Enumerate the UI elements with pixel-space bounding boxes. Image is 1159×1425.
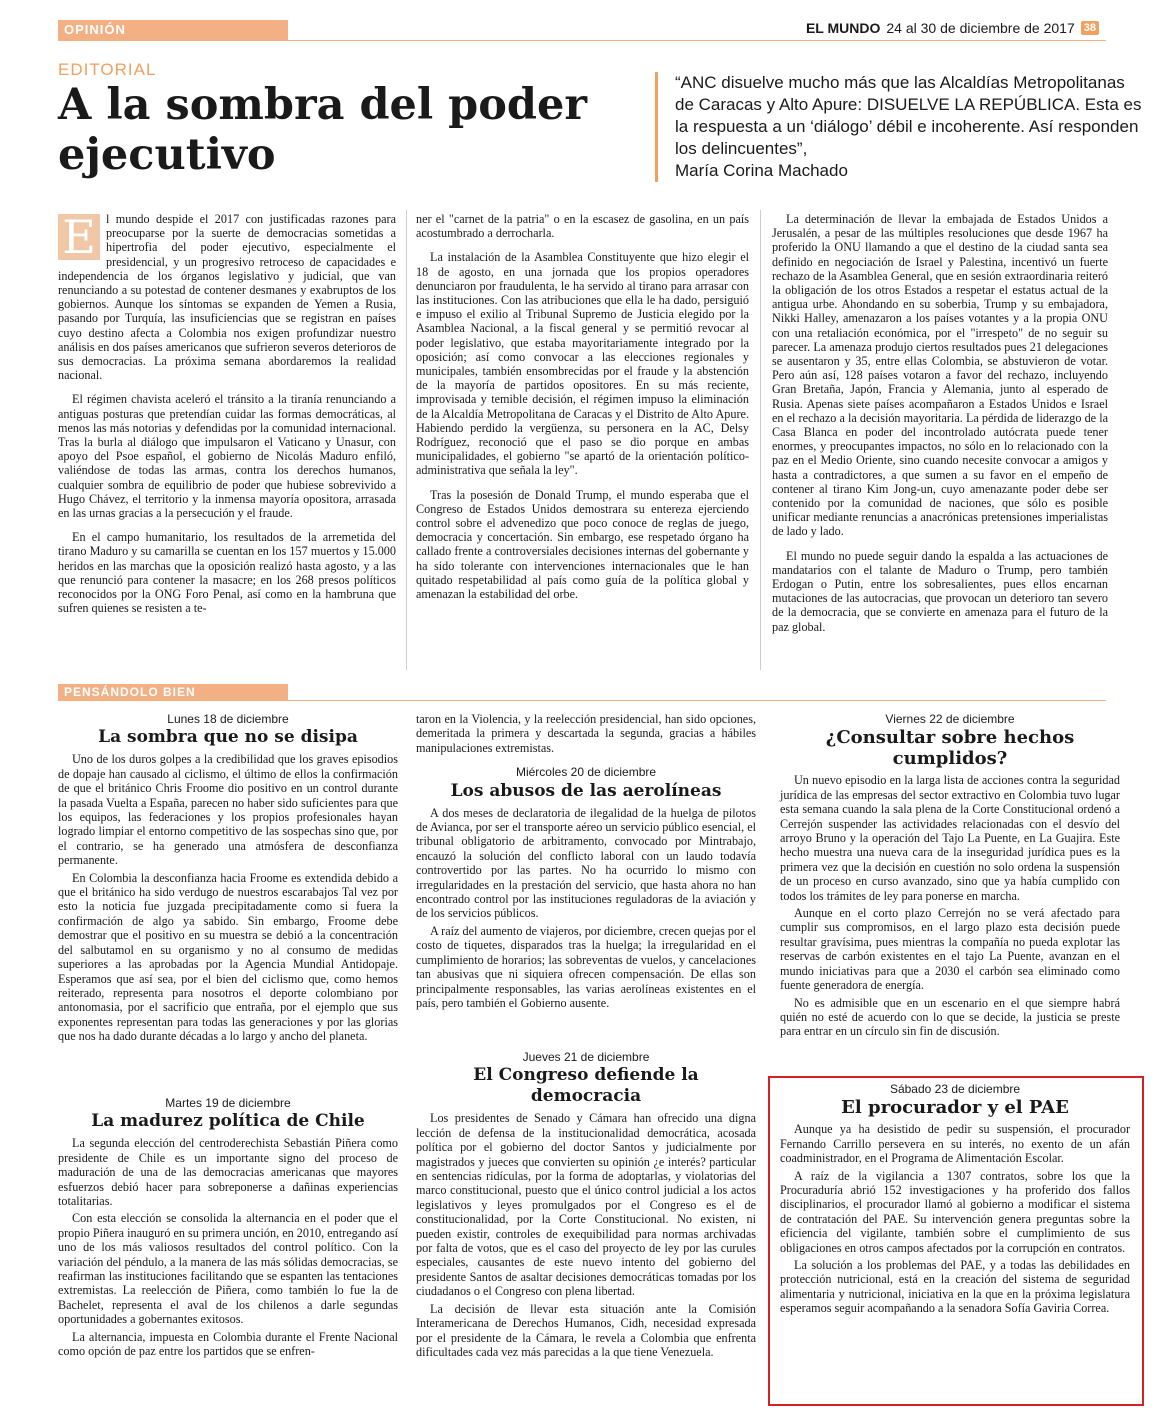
brief-paragraph: A raíz del aumento de viajeros, por diciembre, crecen quejas por el costo de tiquetes, disparados tras la huelga; la irregularidad en el cumplimiento de horarios; las sobreventas de vuelos, y cancelaciones tan abusivas que ni siquiera ofrecen compensación. De ellas son principalmente responsables, las varias aerolíneas existentes en el país, pero también el Gobierno ausente. — [416, 923, 756, 1010]
editorial-paragraph: El régimen chavista aceleró el tránsito a la tiranía renunciando a antiguas posturas que pretendían cuidar las formas democráticas, al menos las más notorias y defendidas por la comunidad internacional. Tras la burla al diálogo que impulsaron el Vaticano y Unasur, con apoyo del Psoe español, el gobierno de Nicolás Maduro enfiló, valiéndose de todas las armas, contra los derechos humanos, cualquier sombra de equilibrio de poder que hubiese sobrevivido a Hugo Chávez, el territorio y la inmensa mayoría opositora, arrasada en las urnas gracias a la persecución y el fraude. — [58, 392, 396, 521]
brief-paragraph: La alternancia, impuesta en Colombia durante el Frente Nacional como opción de paz entre los partidos que se enfren- — [58, 1329, 398, 1359]
section-label: OPINIÓN — [58, 20, 288, 40]
brief-paragraph: La segunda elección del centroderechista Sebastián Piñera como presidente de Chile es un importante signo del proceso de maduración de una de las democracias americanas que mayores esfuerzos debió hacer para sobreponerse a dañinas experiencias totalitarias. — [58, 1136, 398, 1209]
column-divider — [760, 210, 761, 670]
brief-martes — [58, 1096, 398, 1362]
brief-paragraph: No es admisible que en un escenario en el que siempre habrá quién no esté de acuerdo con lo que se decide, la justicia se preste para entrar en un círculo sin fin de discusión. — [780, 995, 1120, 1039]
brief-day: Lunes 18 de diciembre — [167, 712, 289, 726]
brief-paragraph: Con esta elección se consolida la alternancia en el poder que el propio Piñera inauguró en su primera unción, en 2010, entregando así uno de los más valiosos resultados del control político. Con la variación del péndulo, a la manera de las más sólidas democracias, se reafirman las instituciones facilitando que se espanten las tentaciones extremistas. La reelección de Piñera, como también lo fue la de Bachelet, representa el aval de los chilenos a darle segundas oportunidades a gobernantes exitosos. — [58, 1211, 398, 1327]
brief-title: El procurador y el PAE — [841, 1097, 1069, 1119]
editorial-paragraph: Tras la posesión de Donald Trump, el mundo esperaba que el Congreso de Estados Unidos demostrara su entereza ejerciendo control sobre el advenedizo que poco conoce de reglas de juego, democracia y concertación. Sin embargo, ese respetado órgano ha callado frente a controversiales decisiones internas del gobernante y ha sido tolerante con intervenciones internacionales que le han quitado respetabilidad al país como guía de la política global y amenazan la estabilidad del orbe. — [416, 487, 749, 602]
pensandolo-label: PENSÁNDOLO BIEN — [58, 684, 288, 700]
quote-bar — [655, 72, 658, 182]
brief-day: Martes 19 de diciembre — [165, 1096, 291, 1110]
issue-date: 24 al 30 de diciembre de 2017 — [886, 20, 1075, 36]
brief-title: El Congreso defiende la democracia — [473, 1065, 699, 1107]
brief-day: Jueves 21 de diciembre — [522, 1050, 650, 1064]
drop-cap: E — [58, 214, 100, 260]
brief-paragraph: A dos meses de declaratoria de ilegalidad de la huelga de pilotos de Avianca, por ser el transporte aéreo un servicio público esencial, el tribunal obligatorio de arbitramento, convocado por Mintrabajo, encauzó la solución del conflicto laboral con un laudo todavía controvertido por las partes. No ha ocurrido lo mismo con irregularidades en la prestación del servicio, que hasta ahora no han encontrado control por las instituciones reguladoras de la aviación y de los servicios públicos. — [416, 805, 756, 921]
editorial-paragraph: La determinación de llevar la embajada de Estados Unidos a Jerusalén, a pesar de las múltiples resoluciones que desde 1967 ha proferido la ONU llamando a que el destino de la ciudad santa sea definido en negociación de Israel y Palestina, incentivó un fuerte rechazo de la Asamblea General, que en sesión extraordinaria reiteró la obligación de los otros Estados a respetar el estatus actual de la antigua urbe. Ahondando en su soberbia, Trump y su embajadora, Nikki Halley, amenazaron a los países votantes y a la propia ONU con una retaliación económica, por el "irrespeto" de no seguir su parecer. La amenaza produjo ciertos resultados pues 21 delegaciones se ausentaron y 35, entre ellas Colombia, se abstuvieron de votar. Pero aún así, 128 países votaron a favor del rechazo, incluyendo Gran Bretaña, Japón, Francia y Alemania, junto al esperado de Rusia. Apenas siete países acompañaron a Estados Unidos e Israel en el rechazo a la decisión mayoritaria. La pérdida de liderazgo de la Casa Blanca en poder del incontrolado autócrata puede tener enormes, y preocupantes impactos, no sólo en lo relacionado con la paz en el Medio Oriente, sino cuando necesite convocar a amigos y hasta a contradictores, a que sumen a su favor en el empeño de contener al tirano Kim Jong-un, cuyo amenazante poder debe ser contenido por la comunidad de naciones, que sólo es posible unificar mediante renuncias a anacrónicas pretensiones imperialistas de lado y lado. — [772, 212, 1108, 539]
editorial-paragraph: El mundo no puede seguir dando la espalda a las actuaciones de mandatarios con el talante de Maduro o Trump, pero también Erdogan o Putin, entre los sobresalientes, pues ellos encarnan mutaciones de las autocracias, que provocan un deterioro tan severo de la democracia, que se convierte en amenaza para el futuro de la paz global. — [772, 548, 1108, 634]
editorial-headline: A la sombra del poder ejecutivo — [58, 80, 587, 180]
brief-jueves — [416, 1050, 756, 1362]
brief-viernes — [780, 712, 1120, 1042]
editorial-column-3 — [772, 212, 1108, 644]
brief-day: Sábado 23 de diciembre — [889, 1082, 1021, 1096]
newspaper-name: EL MUNDO — [805, 20, 881, 36]
brief-day: Viernes 22 de diciembre — [885, 712, 1015, 726]
brief-lunes — [58, 712, 398, 1047]
brief-title: La sombra que no se disipa — [98, 727, 358, 748]
pensandolo-rule — [58, 700, 1106, 701]
brief-day: Miércoles 20 de diciembre — [515, 765, 657, 780]
editorial-column-1 — [58, 212, 396, 625]
quote-author: María Corina Machado — [675, 161, 848, 180]
brief-miercoles — [416, 712, 756, 1013]
brief-paragraph: Aunque en el corto plazo Cerrejón no se verá afectado para cumplir sus compromisos, en el largo plazo esta decisión puede resultar gravísima, pues mientras la compañía no pueda explotar las reservas de carbón existentes en el tajo La Puente, avanzan en el mundo iniciativas para que a 2030 el carbón sea eliminado como fuente generadora de energía. — [780, 906, 1120, 993]
brief-paragraph: Los presidentes de Senado y Cámara han ofrecido una digna lección de defensa de la institucionalidad democrática, acosada política por el gobierno del doctor Santos y judicialmente por magistrados y jueces que convierten su opinión ¿e interés? particular en sentencias ridículas, por la forma de adoptarlas, y violatorias del marco constitucional, puesto que el único control judicial a los actos legislativos y leyes promulgados por el Congreso es el de constitucionalidad, por la Corte Constitucional. No existen, ni pueden existir, controles de exequibilidad para normas archivadas por falta de votos, que es el caso del proyecto de ley por las curules especiales, causantes de este nuevo intento del gobierno del presidente Santos de asaltar decisiones democráticas tomadas por los ciudadanos o el Congreso con plena libertad. — [416, 1111, 756, 1299]
brief-paragraph: Uno de los duros golpes a la credibilidad que los graves episodios de dopaje han causado al ciclismo, el último de ellos la confirmación de que el británico Chris Froome dio positivo en un control durante la pasada Vuelta a España, parecen no haber sido suficientes para que los equipos, las federaciones y los propios profesionales hayan logrado limpiar el entorno competitivo de las sospechas sino que, por el contrario, se ha generado una atmósfera de desconfianza permanente. — [58, 752, 398, 868]
brief-paragraph: En Colombia la desconfianza hacia Froome es extendida debido a que el británico ha sido verdugo de nuestros escarabajos Tal vez por esto la noticia fue juzgada precipitadamente como si fuera la confirmación de algo ya sabido. Sin embargo, Froome debe demostrar que el positivo en su muestra se debió a la concentración del salbutamol en su organismo y no al consumo de medidas superiores a las aprobadas por la Agencia Mundial Antidopaje. Esperamos que así sea, por el bien del ciclismo que, como hemos reiterado, representa para nosotros el deporte colombiano por antonomasia, por el sacrificio que entraña, por el ejemplo que sus exponentes representan para todas las generaciones y por las glorias que nos ha dado durante décadas a lo largo y ancho del planeta. — [58, 870, 398, 1044]
brief-paragraph: Aunque ya ha desistido de pedir su suspensión, el procurador Fernando Carrillo persevera en su interés, no exento de un afán coadministrador, en el Programa de Alimentación Escolar. — [780, 1122, 1130, 1166]
pull-quote — [675, 72, 1145, 182]
brief-title: ¿Consultar sobre hechos cumplidos? — [825, 727, 1075, 770]
brief-continuation: taron en la Violencia, y la reelección presidencial, han sido opciones, demeritada la primera y descartada la segunda, gracias a hábiles manipulaciones extremistas. — [416, 712, 756, 755]
page-number: 38 — [1081, 21, 1099, 35]
column-divider — [406, 210, 407, 670]
editorial-paragraph: La instalación de la Asamblea Constituyente que hizo elegir el 18 de agosto, en una jornada que los propios operadores denunciaron por fraudulenta, le ha servido al tirano para arrasar con las instituciones. Con las atribuciones que ella le ha dado, persiguió e impuso el exilio al Tribunal Supremo de Justicia elegido por la Asamblea Nacional, a la fiscal general y se permitió revocar al poder legislativo, que estaba mayoritariamente integrado por la oposición; así como convocar a las elecciones regionales y municipales, también ensombrecidas por el fraude y la abstención de la mayoría de partidos opositores. En su más reciente, improvisada y temible decisión, el régimen impuso la eliminación de la Alcaldía Metropolitana de Caracas y el Distrito de Alto Apure. Habiendo perdido la vergüenza, su personera en la AC, Delsy Rodríguez, reconoció que el paso se dio porque en ambas municipalidades, el gobierno "se apartó de la orientación político-administrativa que señala la ley". — [416, 250, 749, 478]
brief-paragraph: La solución a los problemas del PAE, y a todas las debilidades en protección nutricional, está en la creación del sistema de seguridad alimentaria y nutricional, iniciativa en la que en la próxima legislatura esperamos seguir acompañando a la senadora Sofía Gaviria Correa. — [780, 1258, 1130, 1316]
brief-paragraph: A raíz de la vigilancia a 1307 contratos, sobre los que la Procuraduría abrió 152 investigaciones y ha proferido dos fallos disciplinarios, el procurador llamó al gobierno a modificar el sistema de contratación del PAE. Su intervención genera preguntas sobre la eficiencia del vigilante, también sobre el cumplimiento de sus obligaciones en otros campos afectados por la corrupción en contratos. — [780, 1168, 1130, 1255]
brief-paragraph: Un nuevo episodio en la larga lista de acciones contra la seguridad jurídica de las empresas del sector extractivo en Colombia tuvo lugar esta semana cuando la sala plena de la Corte Constitucional ordenó a Cerrejón suspender las actividades relacionadas con el desvío del arroyo Bruno y la operación del Tajo La Puente, en La Guajira. Este hecho muestra una nueva cara de la inseguridad jurídica pues es la primera vez que la decisión en cuestión no solo ordena la suspensión de un proceso en curso avanzado, sino que ya había cumplido con todos los trámites de ley para ponerse en marcha. — [780, 773, 1120, 903]
masthead — [806, 20, 1099, 36]
brief-title: La madurez política de Chile — [91, 1111, 365, 1132]
editorial-column-2 — [416, 212, 749, 611]
quote-text: “ANC disuelve mucho más que las Alcaldías Metropolitanas de Caracas y Alto Apure: DISUELVE LA REPÚBLICA. Esta es la respuesta a un ‘diálogo’ débil e incoherente. Así responden los delincuentes”, — [675, 73, 1142, 158]
editorial-paragraph: E l mundo despide el 2017 con justificadas razones para preocuparse por la suerte de democracias sometidas a hipertrofia del poder ejecutivo, especialmente el presidencial, y un progresivo retroceso de capacidades e independencia de los órganos legislativo y judicial, que van renunciando a su potestad de contener desmanes y exabruptos de los gobiernos. Aunque los síntomas se expanden de Yemen a Rusia, pasando por Turquía, las insuficiencias que se registran en países cuyo destino afecta a Colombia nos exigen profundizar nuestro análisis en dos países americanos que sufrieron severos deterioros de sus democracias. La próxima semana abordaremos la realidad nacional. — [58, 210, 396, 383]
brief-paragraph: La decisión de llevar esta situación ante la Comisión Interamericana de Derechos Humanos, Cidh, necesidad expresada por el presidente de la Cámara, le revela a Colombia que enfrenta dificultades cada vez más parecidas a la que tiene Venezuela. — [416, 1301, 756, 1359]
brief-title: Los abusos de las aerolíneas — [450, 780, 722, 801]
editorial-kicker: EDITORIAL — [58, 60, 157, 79]
top-rule — [58, 40, 1106, 41]
editorial-paragraph: ner el "carnet de la patria" o en la escasez de gasolina, en un país acostumbrado a derrocharla. — [416, 212, 749, 241]
editorial-paragraph: En el campo humanitario, los resultados de la arremetida del tirano Maduro y su camarilla se cuentan en los 157 muertos y 15.000 heridos en las marchas que la oposición realizó hasta agosto, y a las que renunció para contener la masacre; en los 268 presos políticos reconocidos por la ONG Foro Penal, así como en la hambruna que sufren quienes se resisten a te- — [58, 530, 396, 616]
brief-sabado — [780, 1082, 1130, 1319]
